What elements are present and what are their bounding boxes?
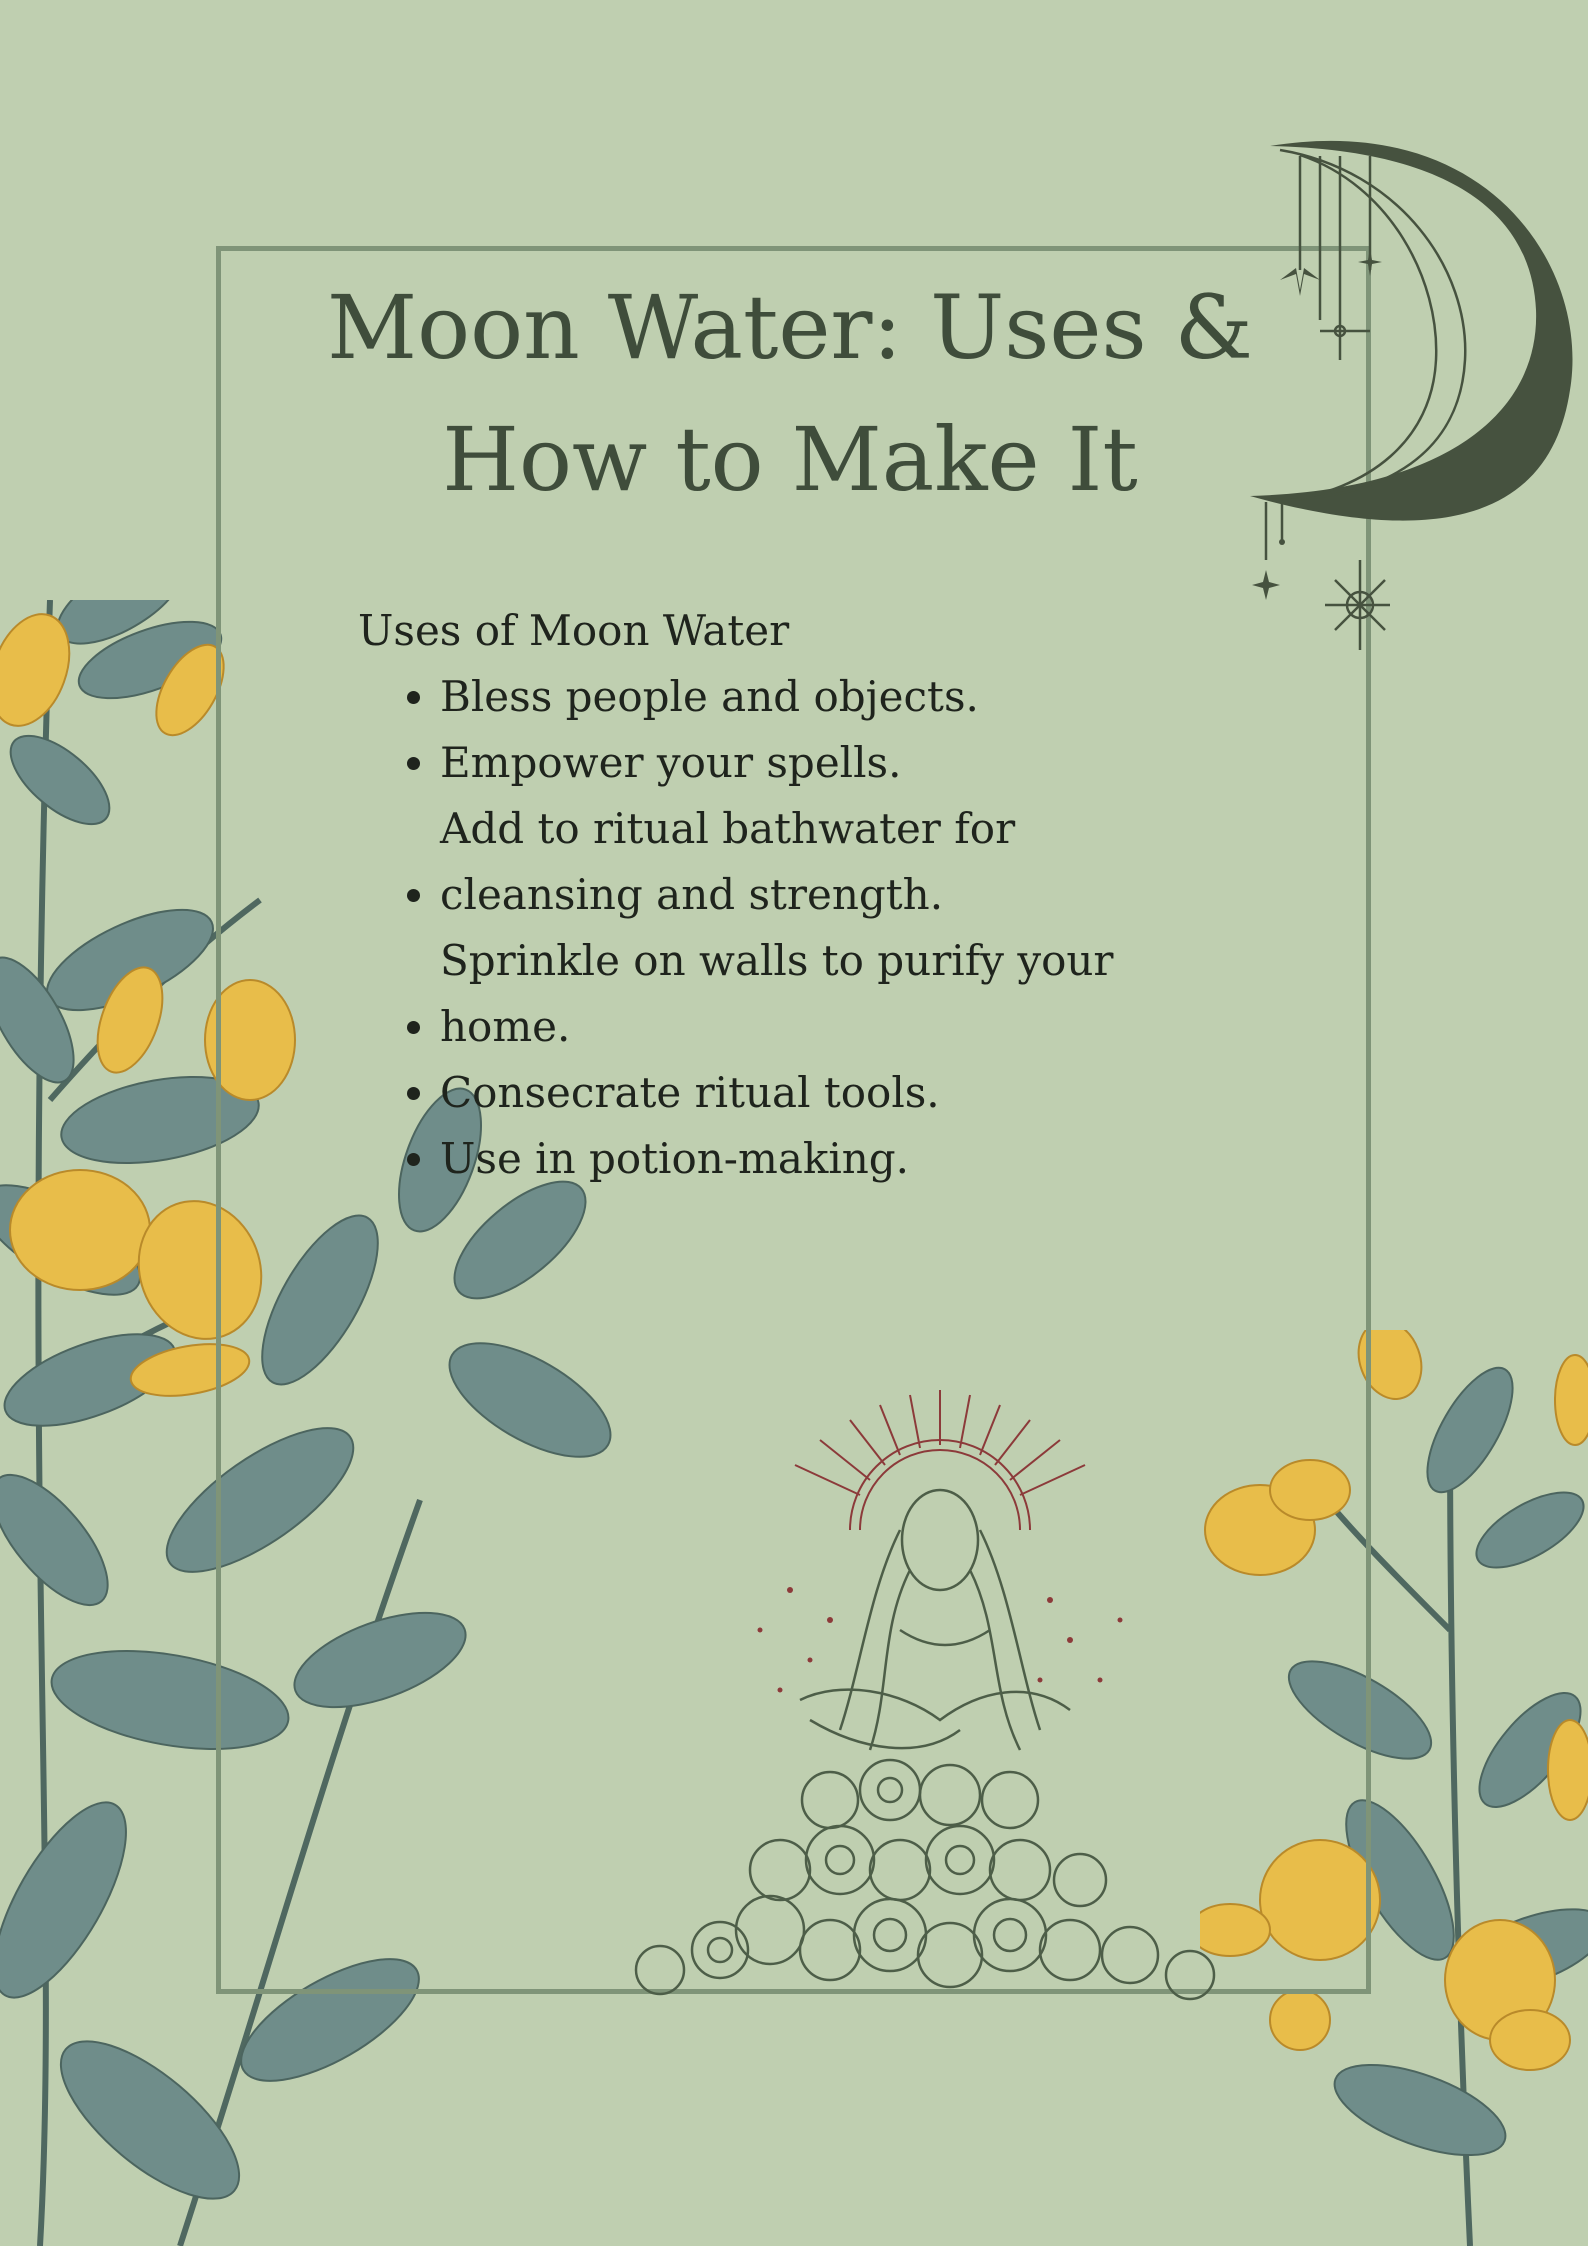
crescent-moon-icon [1240,130,1585,670]
title-line-1: Moon Water: Uses & [327,276,1253,379]
list-item: • Empower your spells. [440,730,1238,796]
woman-on-clouds-illustration [600,1390,1240,2005]
list-item [440,796,1238,928]
list-item: • Bless people and objects. [440,664,1238,730]
uses-heading: Uses of Moon Water [358,606,790,655]
list-item [440,928,1238,1060]
uses-list [358,664,1238,1192]
page-title [300,262,1280,526]
title-line-2: How to Make It [442,408,1138,511]
uses-section [358,598,1238,1192]
list-item-text: Sprinkle on walls to purify your home. [440,936,1114,1051]
list-item: • Use in potion-making. [440,1126,1238,1192]
list-item-text: Add to ritual bathwater for cleansing and strength. [440,804,1016,919]
list-item: • Consecrate ritual tools. [440,1060,1238,1126]
